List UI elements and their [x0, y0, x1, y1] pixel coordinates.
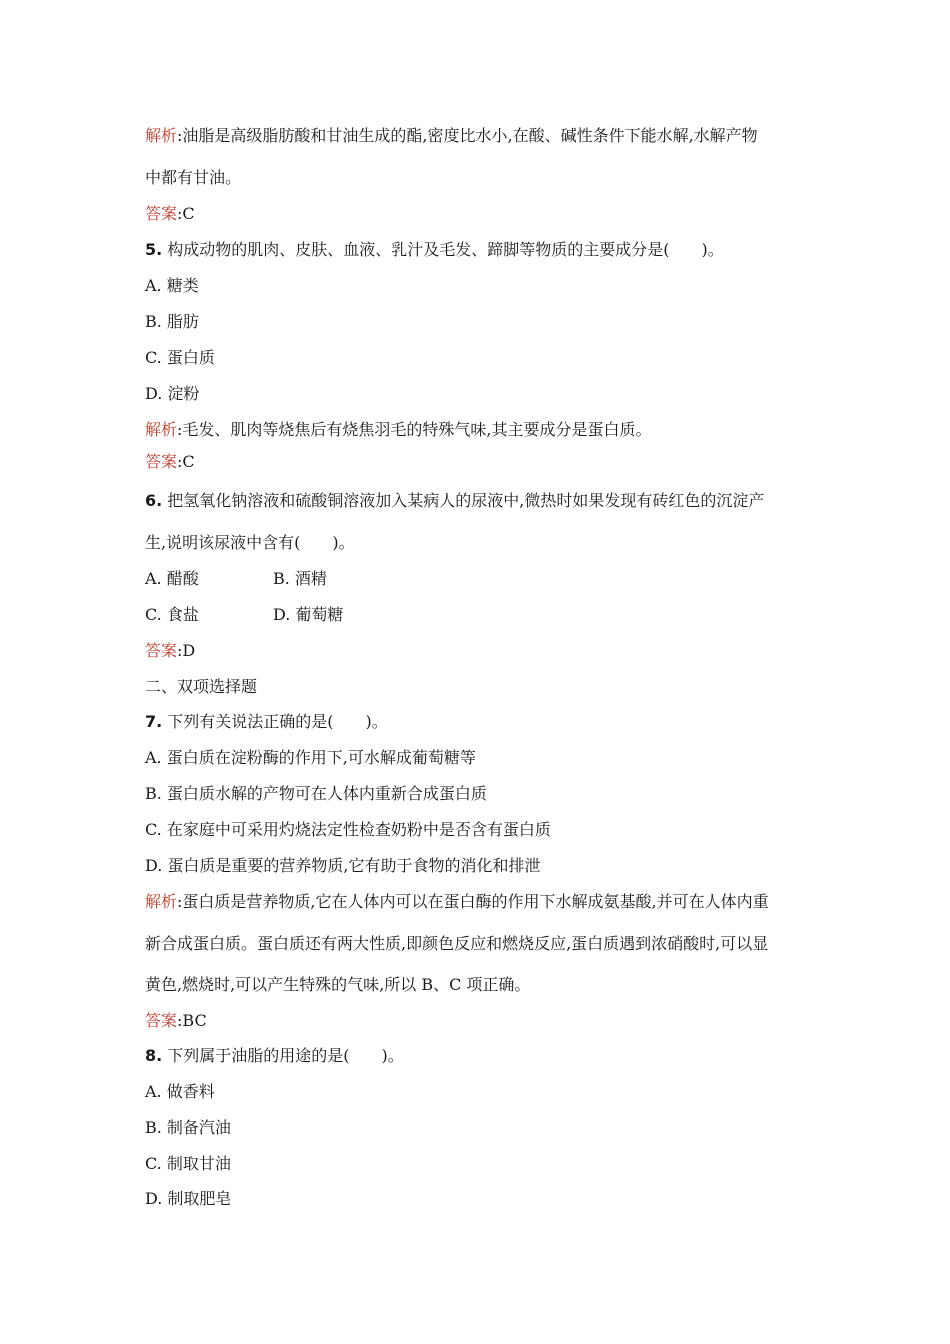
q5-option-c: C. 蛋白质 [145, 348, 215, 367]
explain-label: 解析 [145, 126, 178, 145]
q7-explanation-cont2: 黄色,燃烧时,可以产生特殊的气味,所以 B、C 项正确。 [145, 975, 531, 994]
answer-value: :C [177, 452, 195, 471]
q5-explanation [145, 420, 652, 440]
q5-stem [145, 240, 724, 260]
q7-option-d: D. 蛋白质是重要的营养物质,它有助于食物的消化和排泄 [145, 856, 541, 875]
q8-option-a: A. 做香料 [145, 1082, 215, 1101]
question-number: 8. [145, 1046, 163, 1065]
q7-option-a: A. 蛋白质在淀粉酶的作用下,可水解成葡萄糖等 [145, 748, 476, 767]
q4-answer [145, 204, 195, 224]
q6-option-a: A. 醋酸 [145, 569, 199, 588]
q8-option-d: D. 制取肥皂 [145, 1189, 232, 1208]
explain-text: :油脂是高级脂肪酸和甘油生成的酯,密度比水小,在酸、碱性条件下能水解,水解产物 [177, 126, 758, 145]
answer-value: :C [177, 204, 195, 223]
q8-stem [145, 1046, 404, 1066]
answer-label: 答案 [145, 641, 178, 660]
q5-option-d: D. 淀粉 [145, 384, 200, 403]
question-number: 6. [145, 491, 163, 510]
question-text: 把氢氧化钠溶液和硫酸铜溶液加入某病人的尿液中,微热时如果发现有砖红色的沉淀产 [162, 491, 765, 510]
q4-explanation [145, 126, 758, 146]
q6-option-b: B. 酒精 [273, 569, 327, 588]
answer-label: 答案 [145, 452, 178, 471]
q7-explanation-cont: 新合成蛋白质。蛋白质还有两大性质,即颜色反应和燃烧反应,蛋白质遇到浓硝酸时,可以显 [145, 934, 769, 953]
q7-answer [145, 1011, 207, 1031]
q7-explanation [145, 892, 769, 912]
q7-stem [145, 712, 388, 732]
q8-option-c: C. 制取甘油 [145, 1154, 231, 1173]
question-number: 7. [145, 712, 163, 731]
q6-option-c: C. 食盐 [145, 605, 199, 624]
question-text: 下列有关说法正确的是( )。 [162, 712, 388, 731]
q6-stem [145, 491, 764, 511]
explain-text: :蛋白质是营养物质,它在人体内可以在蛋白酶的作用下水解成氨基酸,并可在人体内重 [177, 892, 769, 911]
section-title: 二、双项选择题 [145, 677, 258, 696]
answer-label: 答案 [145, 1011, 178, 1030]
explain-label: 解析 [145, 892, 178, 911]
q5-answer [145, 452, 195, 472]
answer-label: 答案 [145, 204, 178, 223]
explain-label: 解析 [145, 420, 178, 439]
question-text: 下列属于油脂的用途的是( )。 [162, 1046, 404, 1065]
q8-option-b: B. 制备汽油 [145, 1118, 231, 1137]
question-number: 5. [145, 240, 163, 259]
q4-explanation-cont: 中都有甘油。 [145, 168, 242, 187]
answer-value: :BC [177, 1011, 207, 1030]
q5-option-a: A. 糖类 [145, 276, 199, 295]
q7-option-b: B. 蛋白质水解的产物可在人体内重新合成蛋白质 [145, 784, 487, 803]
q6-answer [145, 641, 195, 661]
explain-text: :毛发、肌肉等烧焦后有烧焦羽毛的特殊气味,其主要成分是蛋白质。 [177, 420, 652, 439]
q7-option-c: C. 在家庭中可采用灼烧法定性检查奶粉中是否含有蛋白质 [145, 820, 551, 839]
q6-option-d: D. 葡萄糖 [273, 605, 344, 624]
answer-value: :D [177, 641, 196, 660]
q5-option-b: B. 脂肪 [145, 312, 199, 331]
q6-stem-cont: 生,说明该尿液中含有( )。 [145, 533, 355, 552]
question-text: 构成动物的肌肉、皮肤、血液、乳汁及毛发、蹄脚等物质的主要成分是( )。 [162, 240, 724, 259]
